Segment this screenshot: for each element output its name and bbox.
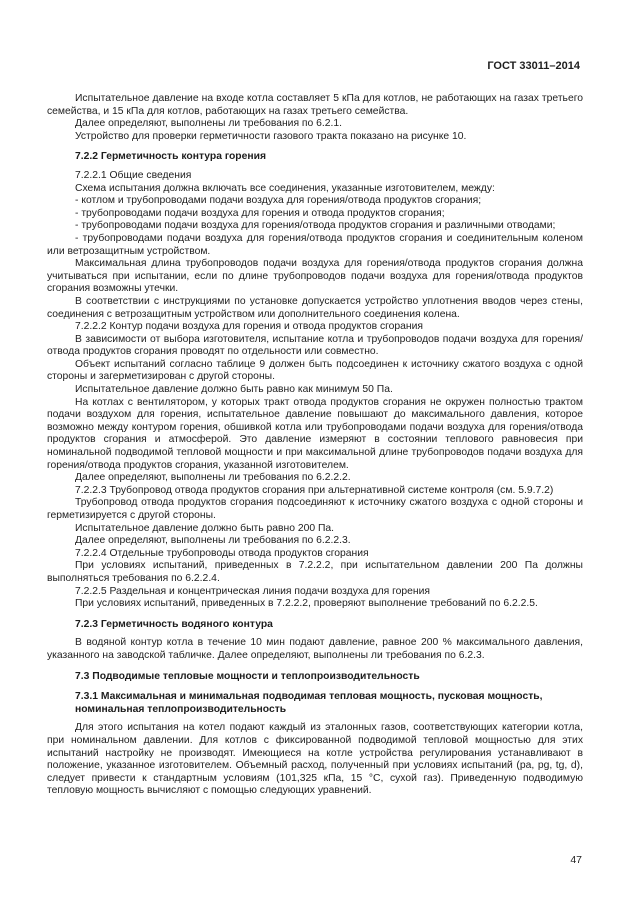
paragraph: При условиях испытаний, приведенных в 7.2.2.2, при испытательном давлении 200 Па должны выполняться требования по 6.2.2.4. [47, 560, 583, 584]
section-heading: 7.3 Подводимые тепловые мощности и теплопроизводительность [75, 670, 420, 682]
paragraph: Далее определяют, выполнены ли требования по 6.2.1. [75, 118, 343, 130]
document-code: ГОСТ 33011–2014 [487, 60, 580, 72]
paragraph: Схема испытания должна включать все соединения, указанные изготовителем, между: [75, 182, 495, 194]
list-item: - трубопроводами подачи воздуха для горения и отвода продуктов сгорания; [75, 207, 445, 219]
page-number: 47 [570, 854, 582, 867]
paragraph: Испытательное давление на входе котла составляет 5 кПа для котлов, не работающих на газах третьего семейства, и 15 кПа для котлов, работающих на газах третьего семейства. [47, 93, 583, 117]
paragraph: Объект испытаний согласно таблице 9 должен быть подсоединен к источнику сжатого воздуха с одной стороны и загерметизирован с другой стороны. [47, 358, 583, 383]
paragraph: Трубопровод отвода продуктов сгорания подсоединяют к источнику сжатого воздуха с одной стороны и герметизируется с другой стороны. [47, 497, 583, 521]
paragraph: Далее определяют, выполнены ли требования по 6.2.2.2. [75, 472, 351, 484]
list-item: - котлом и трубопроводами подачи воздуха для горения/отвода продуктов сгорания; [75, 195, 482, 207]
paragraph: Для этого испытания на котел подают каждый из эталонных газов, соответствующих категории котла, при номинальном давлении. Для котлов с фиксированной подводимой тепловой мощностью для этих испытаний настройку не производят. Имеющиеся на котле устройства регулирования устанавливают в положение, указанное изготовителем. Объемный расход, полученный при условиях испытаний (pa, pg, tg, d), следует привести к стандартным условиям (101,325 кПа, 15 °С, сухой газ). Приведенную подводимую тепловую мощность вычисляют с помощью следующих уравнений. [47, 722, 583, 797]
paragraph: В водяной контур котла в течение 10 мин подают давление, равное 200 % максимального давления, указанного на заводской табличке. Далее определяют, выполнены ли требования по 6.2.3. [47, 637, 583, 661]
paragraph: В зависимости от выбора изготовителя, испытание котла и трубопроводов подачи воздуха для горения/отвода продуктов сгорания проводят по отдельности или совместно. [47, 333, 583, 358]
paragraph: В соответствии с инструкциями по установке допускается устройство уплотнения вводов через стены, соединения с ветрозащитным устройством или дополнительного соединения колена. [47, 295, 583, 320]
list-item: - трубопроводами подачи воздуха для горения/отвода продуктов сгорания и различными отводами; [75, 220, 556, 232]
section-heading: 7.3.1 Максимальная и минимальная подводимая тепловая мощность, пусковая мощность, номинальная теплопроизводительность [75, 691, 543, 715]
paragraph: Максимальная длина трубопроводов подачи воздуха для горения/отвода продуктов сгорания должна учитываться при испытании, если по длине трубопроводов подачи воздуха для горения/отвода продуктов сгорания возможны утечки. [47, 258, 583, 295]
subsection-title: 7.2.2.3 Трубопровод отвода продуктов сгорания при альтернативной системе контроля (см. 5.9.7.2) [75, 484, 554, 496]
paragraph: Испытательное давление должно быть равно как минимум 50 Па. [75, 384, 393, 396]
paragraph: Испытательное давление должно быть равно 200 Па. [75, 522, 335, 534]
list-item: - трубопроводами подачи воздуха для горения/отвода продуктов сгорания и соединительным коленом или ветрозащитным устройством. [47, 232, 583, 257]
paragraph: На котлах с вентилятором, у которых тракт отвода продуктов сгорания не окружен полностью трактом подачи воздухом для горения, испытательное давление повышают до максимального давления, которое возможно между контуром горения, обшивкой котла или трубопроводами подачи воздуха для горения/отвода продуктов сгорания и атмосферой. Это давление измеряют в состоянии теплового равновесия при номинальной подводимой тепловой мощности и при максимальной длине трубопроводов подачи воздуха для горения/отвода продуктов сгорания, указанной изготовителем. [47, 396, 583, 471]
paragraph: Устройство для проверки герметичности газового тракта показано на рисунке 10. [75, 130, 467, 142]
subsection-title: 7.2.2.2 Контур подачи воздуха для горения и отвода продуктов сгорания [75, 321, 424, 333]
subsection-title: 7.2.2.4 Отдельные трубопроводы отвода продуктов сгорания [75, 547, 369, 559]
subsection-title: 7.2.2.5 Раздельная и концентрическая линия подачи воздуха для горения [75, 585, 430, 597]
paragraph: Далее определяют, выполнены ли требования по 6.2.2.3. [75, 535, 351, 547]
paragraph: При условиях испытаний, приведенных в 7.2.2.2, проверяют выполнение требований по 6.2.2.5. [75, 598, 538, 610]
document-body [47, 93, 583, 798]
subsection-title: 7.2.2.1 Общие сведения [75, 169, 192, 181]
section-heading: 7.2.2 Герметичность контура горения [75, 151, 267, 163]
section-heading: 7.2.3 Герметичность водяного контура [75, 618, 273, 630]
